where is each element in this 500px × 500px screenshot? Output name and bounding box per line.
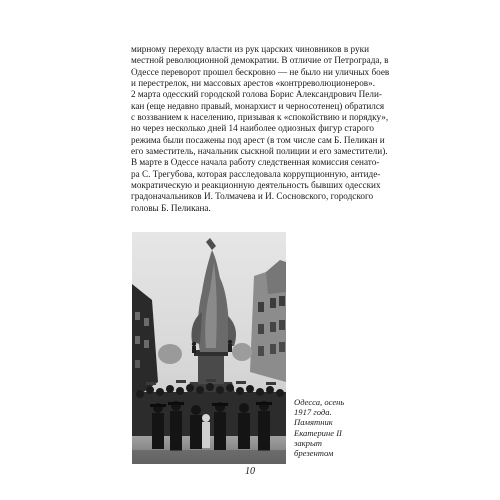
body-line: Одессе переворот прошел бескровно — не было ни уличных боев <box>131 66 390 77</box>
historical-photo <box>132 232 286 464</box>
body-line: режима были посажены под арест (в том числе сам Б. Пеликан и <box>131 134 385 145</box>
caption-line: 1917 года. <box>294 407 332 418</box>
body-line: его заместитель, начальник сыскной полиции и его заместители). <box>131 146 388 157</box>
body-line: В марте в Одессе начала работу следственная комиссия сенато- <box>131 157 380 168</box>
body-line: и перестрелок, ни массовых арестов «контрреволюционеров». <box>131 78 376 89</box>
photo-caption <box>294 397 374 458</box>
body-line: ра С. Трегубова, которая расследовала коррупционную, антиде- <box>131 168 381 179</box>
body-line: но через несколько дней 14 наиболее одиозных фигур старого <box>131 123 374 134</box>
page-number: 10 <box>245 466 255 477</box>
body-line: с воззванием к населению, призывая к «спокойствию и порядку», <box>131 112 389 123</box>
caption-line: закрыт <box>294 437 322 448</box>
caption-line: Одесса, осень <box>294 397 345 407</box>
caption-line: Екатерине II <box>294 427 342 438</box>
body-line: мирному переходу власти из рук царских чиновников в руки <box>131 44 369 54</box>
body-line: кан (еще недавно правый, монархист и черносотенец) обратился <box>131 100 385 111</box>
body-line: головы Б. Пеликана. <box>131 202 211 213</box>
caption-line: брезентом <box>294 448 334 459</box>
body-line: 2 марта одесский городской голова Борис Александрович Пели- <box>131 89 382 100</box>
body-text <box>131 44 390 214</box>
body-line: градоначальников И. Толмачева и И. Сосновского, городского <box>131 191 374 202</box>
body-line: мократическую и реакционную деятельность бывших одесских <box>131 180 381 191</box>
caption-line: Памятник <box>294 417 333 428</box>
body-line: местной революционной демократии. В отличие от Петрограда, в <box>131 55 389 66</box>
